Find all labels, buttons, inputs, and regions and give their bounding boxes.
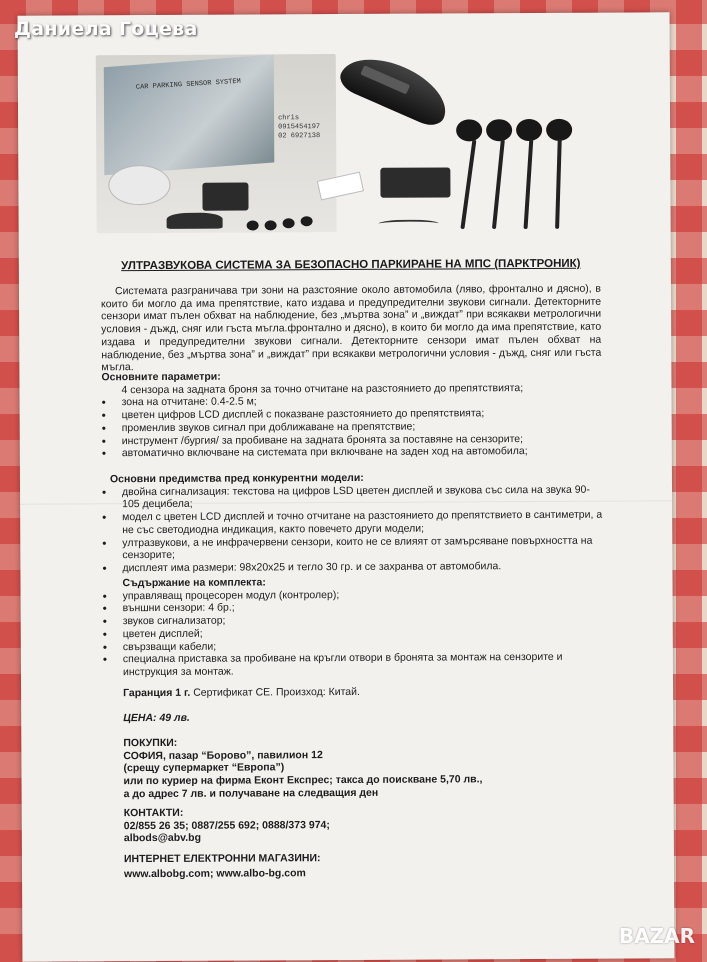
sensor-icon [546,119,572,141]
list-item: • двойна сигнализация: текстова на цифров LSD цветен дисплей и звукова със сила на звука 90-105 децибела; [102,483,602,511]
contact-phones: 02/855 26 35; 0887/255 692; 0888/373 974; [123,818,330,832]
product-components-photo [318,65,599,236]
shops-heading: ИНТЕРНЕТ ЕЛЕКТРОННИ МАГАЗИНИ: [123,852,321,866]
list-item: • променлив звуков сигнал при доближаване на препятствие; [102,419,602,434]
sensor-icon [456,119,482,141]
contacts-section [104,805,624,846]
phone-line: chris [278,114,300,123]
sensor-icon [247,220,259,230]
sensor-icon [516,119,542,141]
list-item: • инструмент /бургия/ за пробиване на задната бронята за поставяне на сензорите; [102,432,602,447]
shops-section [104,851,624,881]
list-item: • дисплеят има размери: 98х20х25 и тегло 30 гр. и се захранва от автомобила. [102,560,602,575]
list-item: • свързващи кабели; [103,638,603,653]
phone-note [278,114,320,141]
contacts-heading: КОНТАКТИ: [123,806,184,820]
intro-block [101,283,601,375]
purchase-heading: ПОКУПКИ: [123,736,178,750]
list-item: • специална приставка за пробиване на кръгли отвори в бронята за монтаж на сензорите и инструкция за монтаж. [103,651,603,679]
list-item: • модел с цветен LCD дисплей и точно отчитане на разстоянието до препятствието в сантиметри, а не със светодиодна индикация, както повечето други модели; [102,509,602,537]
controller-unit [202,183,248,211]
sensor-icon [283,218,295,228]
bazar-logo: BAZAR [618,924,695,948]
list-item: • цветен цифров LCD дисплей с показване разстоянието до препятствията; [102,407,602,422]
warranty-line [103,685,623,700]
list-item: • звуков сигнализатор; [103,613,603,628]
advantages-heading: Основни предимства пред конкурентни модели: [109,471,364,486]
params-heading: Основните параметри: [101,370,221,384]
product-box [104,54,275,175]
owner-name: Даниела Гоцева [14,18,198,40]
price: ЦЕНА: 49 лв. [123,711,190,725]
list-item: • цветен дисплей; [103,625,603,640]
wire [379,220,439,228]
warranty-label: Гаранция 1 г. [123,686,191,700]
display-unit [167,213,223,229]
page-title: УЛТРАЗВУКОВА СИСТЕМА ЗА БЕЗОПАСНО ПАРКИРАНЕ НА МПС (ПАРКТРОНИК) [121,257,581,273]
purchase-line: СОФИЯ, пазар “Борово”, павилион 12 [123,748,323,762]
intro-paragraph: Системата разграничава три зони на разстояние около автомобила (ляво, фронтално и дясно), в които би могло да има препятствие, като издава и предупредителни звукови сигнали. Детекторните сензори имат пълен обхват на наблюдение, без „мъртва зона” и „виждат” при всякакви метрологични условия - дъжд, сняг или гъста мъгла.фронтално и дясно), в които би могло да има препятствие, като издава и предупредителни звукови сигнали. Детекторните сензори имат пълен обхват на наблюдение, без „мъртва зона” и „виждат” при всякакви метрологични условия - дъжд, сняг или гъста мъгла. [101,282,602,374]
contact-email[interactable]: albods@abv.bg [123,832,202,845]
sensor-icon [486,119,512,141]
list-item: • управляващ процесорен модул (контролер); [103,587,603,602]
purchase-line: (срещу супермаркет “Европа”) [123,761,285,775]
list-item: 4 сензора на задната броня за точно отчитане на разстоянието до препятствията; [121,381,524,396]
contents-section [102,575,603,679]
product-box-photo [96,54,337,233]
list-item: • ултразвукови, а не инфрачервени сензори, които не се влияят от замърсяване повърхността на сензорите; [102,534,602,562]
lcd-display [336,45,456,130]
advantages-section [102,471,603,575]
shop-links[interactable]: www.albobg.com; www.albo-bg.com [123,866,306,880]
list-item: • зона на отчитане: 0.4-2.5 м; [102,394,602,409]
phone-line: 02 6927138 [278,132,321,141]
controller-unit [380,167,450,197]
cd-disc [108,165,170,205]
list-item: • автоматично включване на системата при включване на заден ход на автомобила; [102,445,602,460]
sensor-cable [460,139,476,229]
flyer-sheet [18,12,675,961]
drill-bit-package [317,172,364,201]
list-item: • външни сензори: 4 бр.; [103,600,603,615]
sensor-icon [301,216,313,226]
purchase-line: или по куриер на фирма Еконт Експрес; такса до поискване 5,70 лв., [123,773,483,788]
sensor-cable [555,139,562,229]
purchase-section [103,735,623,801]
purchase-line: а до адрес 7 лв. и получаване на следващия ден [123,786,379,800]
warranty-details: Сертификат СЕ. Произход: Китай. [190,685,360,699]
sensor-cable [492,139,505,229]
box-label: CAR PARKING SENSOR SYSTEM [135,77,242,92]
contents-heading: Съдържание на комплекта: [122,576,266,590]
sensor-icon [265,220,277,230]
phone-line: 0915454197 [278,123,321,132]
params-section [101,369,601,461]
sensor-cable [524,139,534,229]
